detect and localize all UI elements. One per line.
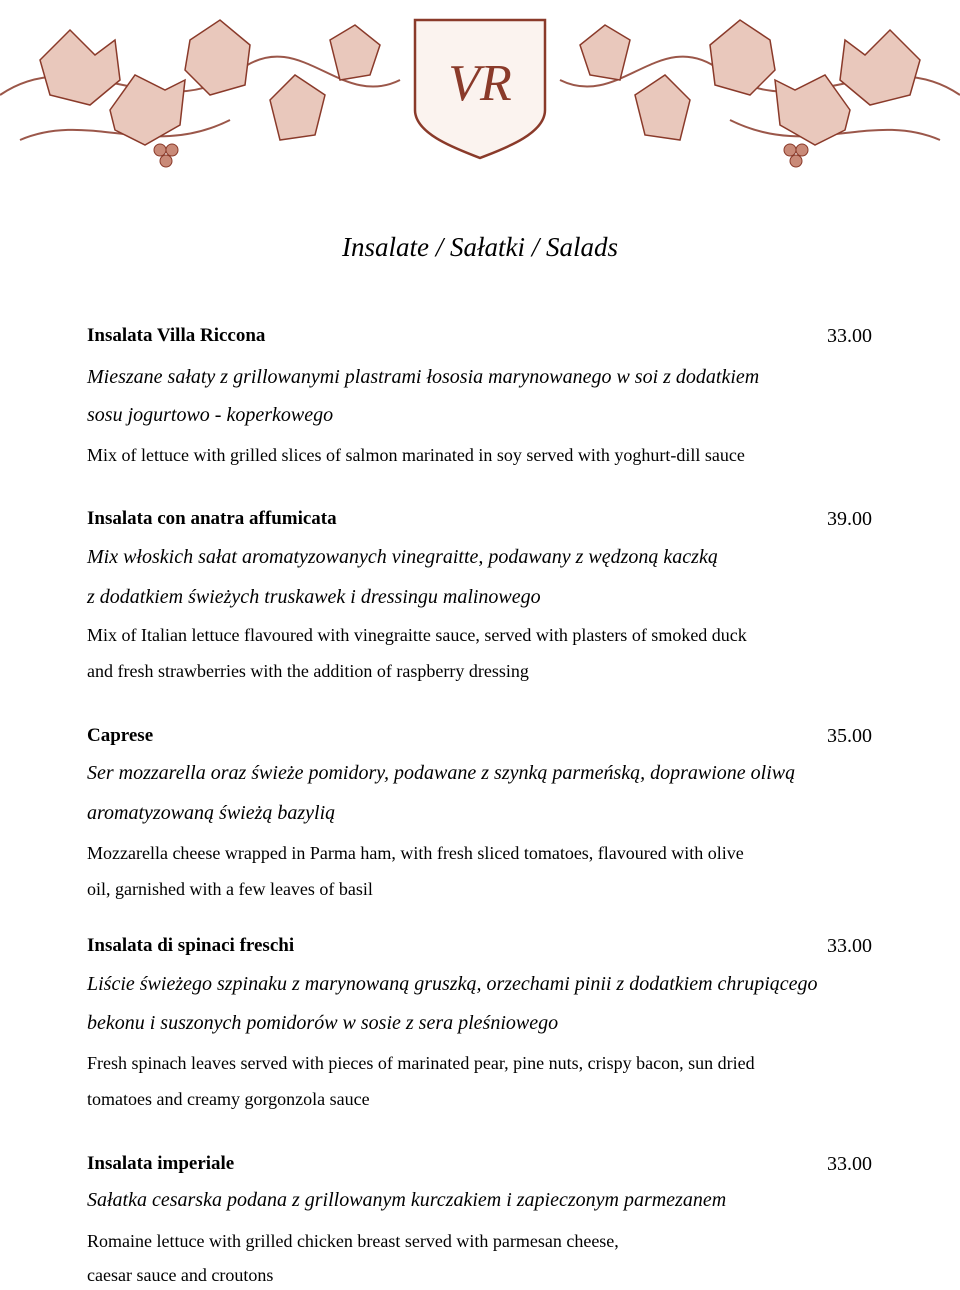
menu-item-price: 33.00 [827, 935, 872, 957]
menu-item-header [87, 935, 872, 959]
menu-item-description-pl: Ser mozzarella oraz świeże pomidory, podawane z szynką parmeńską, doprawione oliwą [87, 762, 796, 784]
menu-item-price: 33.00 [827, 1153, 872, 1175]
menu-item [87, 725, 872, 749]
menu-item-header [87, 325, 872, 349]
menu-item-price: 39.00 [827, 508, 872, 530]
menu-item-description-pl: sosu jogurtowo - koperkowego [87, 404, 334, 426]
menu-item-price: 35.00 [827, 725, 872, 747]
menu-item-description-en: oil, garnished with a few leaves of basil [87, 879, 373, 899]
menu-item-description-en: Romaine lettuce with grilled chicken breast served with parmesan cheese, [87, 1231, 619, 1251]
grapevine-header-illustration [0, 0, 960, 190]
menu-item-header [87, 508, 872, 532]
menu-item-header [87, 725, 872, 749]
menu-item-name: Caprese [87, 725, 154, 746]
menu-item-description-pl: Liście świeżego szpinaku z marynowaną gruszką, orzechami pinii z dodatkiem chrupiącego [87, 973, 818, 995]
menu-item-name: Insalata di spinaci freschi [87, 935, 295, 956]
menu-item-description-pl: z dodatkiem świeżych truskawek i dressingu malinowego [87, 586, 541, 608]
menu-item-price: 33.00 [827, 325, 872, 347]
menu-item-description-pl: Mieszane sałaty z grillowanymi plastrami łososia marynowanego w soi z dodatkiem [87, 366, 760, 388]
page-title: Insalate / Sałatki / Salads [342, 232, 618, 262]
menu-item-description-en: tomatoes and creamy gorgonzola sauce [87, 1089, 370, 1109]
menu-item [87, 935, 872, 959]
menu-item-description-pl: bekonu i suszonych pomidorów w sosie z sera pleśniowego [87, 1012, 559, 1034]
menu-item-description-en: Mix of Italian lettuce flavoured with vinegraitte sauce, served with plasters of smoked duck [87, 625, 747, 645]
menu-item-name: Insalata Villa Riccona [87, 325, 266, 346]
menu-item-header [87, 1153, 872, 1177]
menu-item-description-en: Mix of lettuce with grilled slices of salmon marinated in soy served with yoghurt-dill sauce [87, 445, 745, 465]
menu-item-description-pl: aromatyzowaną świeżą bazylią [87, 802, 336, 824]
menu-item-description-en: and fresh strawberries with the addition of raspberry dressing [87, 661, 529, 681]
menu-item-description-pl: Sałatka cesarska podana z grillowanym kurczakiem i zapieczonym parmezanem [87, 1189, 727, 1211]
menu-item-description-en: caesar sauce and croutons [87, 1265, 274, 1285]
menu-item-name: Insalata imperiale [87, 1153, 235, 1174]
menu-item-description-pl: Mix włoskich sałat aromatyzowanych vinegraitte, podawany z wędzoną kaczką [87, 546, 718, 568]
menu-item [87, 1153, 872, 1177]
menu-item-description-en: Mozzarella cheese wrapped in Parma ham, with fresh sliced tomatoes, flavoured with olive [87, 843, 744, 863]
menu-item [87, 325, 872, 349]
menu-item [87, 508, 872, 532]
menu-item-description-en: Fresh spinach leaves served with pieces of marinated pear, pine nuts, crispy bacon, sun dried [87, 1053, 755, 1073]
crest-monogram: VR [448, 55, 512, 112]
menu-item-name: Insalata con anatra affumicata [87, 508, 337, 529]
